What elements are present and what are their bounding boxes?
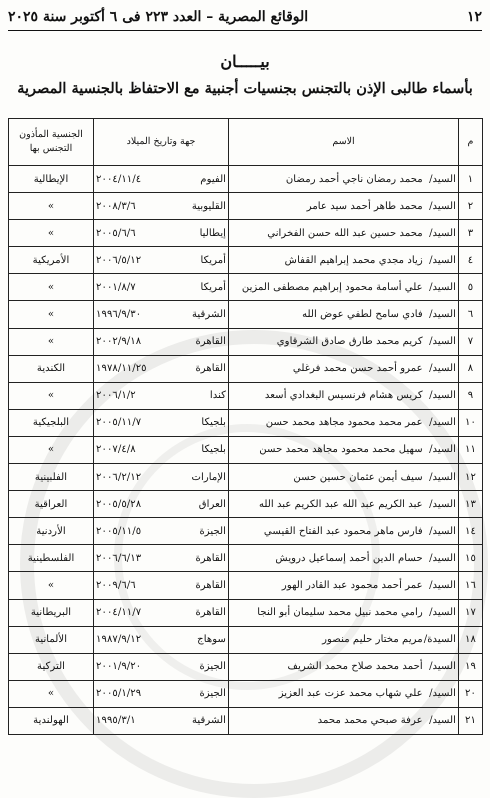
nationality: » — [9, 274, 94, 301]
birth-date: ٢٠٠٥/١١/٥ — [96, 525, 142, 537]
applicant-name-cell — [229, 518, 459, 545]
table-row — [9, 653, 483, 680]
applicant-name: علي أسامة محمود إبراهيم مصطفى المزين — [241, 281, 423, 293]
row-number: ٤ — [459, 247, 483, 274]
applicant-name: زياد مجدي محمد إبراهيم القفاش — [284, 254, 423, 266]
nationality: » — [9, 382, 94, 409]
honorific: السيد/ — [429, 173, 456, 185]
honorific: السيد/ — [429, 281, 456, 293]
document-subtitle: بأسماء طالبى الإذن بالتجنس بجنسيات أجنبية مع الاحتفاظ بالجنسية المصرية — [17, 80, 473, 97]
birth-date: ٢٠٠٦/٥/١٢ — [96, 254, 142, 266]
applicant-name: كريم محمد طارق صادق الشرقاوي — [276, 336, 423, 348]
birth-cell — [94, 680, 229, 707]
birth-place: الجيزة — [199, 688, 226, 700]
honorific: السيد/ — [429, 715, 456, 727]
applicants-table — [8, 118, 483, 735]
birth-date: ١٩٧٨/١١/٢٥ — [96, 363, 147, 375]
row-number: ٥ — [459, 274, 483, 301]
birth-date: ٢٠٠٦/١/٢ — [96, 390, 136, 402]
birth-cell — [94, 545, 229, 572]
column-header-birth: جهة وتاريخ الميلاد — [94, 119, 229, 166]
birth-place: أمريكا — [200, 281, 226, 293]
table-row — [9, 464, 483, 491]
applicant-name: عرفة صبحي محمد محمد — [317, 715, 423, 727]
birth-place: الجيزة — [199, 525, 226, 537]
nationality: الإيطالية — [9, 166, 94, 193]
row-number: ٧ — [459, 328, 483, 355]
row-number: ١ — [459, 166, 483, 193]
nationality: العراقية — [9, 491, 94, 518]
birth-date: ٢٠٠٢/٩/١٨ — [96, 336, 142, 348]
birth-place: الإمارات — [191, 471, 226, 483]
birth-date: ٢٠٠٩/٦/٦ — [96, 579, 136, 591]
table-row — [9, 626, 483, 653]
table-row — [9, 301, 483, 328]
birth-place: القاهرة — [195, 552, 226, 564]
applicant-name-cell — [229, 653, 459, 680]
table-row — [9, 599, 483, 626]
honorific: السيد/ — [429, 444, 456, 456]
birth-place: القليوبية — [191, 200, 226, 212]
birth-cell — [94, 518, 229, 545]
applicant-name: عبد الكريم عبد الله عبد الكريم عبد الله — [258, 498, 423, 510]
applicant-name-cell — [229, 247, 459, 274]
birth-place: العراق — [198, 498, 226, 510]
birth-place: الفيوم — [200, 173, 226, 185]
birth-place: بلجيكا — [201, 444, 226, 456]
birth-cell — [94, 599, 229, 626]
row-number: ١٧ — [459, 599, 483, 626]
table-row — [9, 680, 483, 707]
applicant-name-cell — [229, 599, 459, 626]
birth-date: ٢٠٠٤/١١/٧ — [96, 607, 142, 619]
applicant-name: رامي محمد نبيل محمد سليمان أبو النجا — [257, 607, 423, 619]
birth-place: القاهرة — [195, 363, 226, 375]
applicant-name-cell — [229, 382, 459, 409]
birth-place: سوهاج — [197, 634, 226, 646]
applicant-name-cell — [229, 274, 459, 301]
nationality: التركية — [9, 653, 94, 680]
table-row — [9, 707, 483, 734]
honorific: السيد/ — [429, 471, 456, 483]
row-number: ٢٠ — [459, 680, 483, 707]
birth-cell — [94, 572, 229, 599]
honorific: السيد/ — [429, 498, 456, 510]
table-row — [9, 382, 483, 409]
applicant-name: مريم مختار حليم منصور — [322, 634, 423, 646]
nationality: الأردنية — [9, 518, 94, 545]
applicant-name-cell — [229, 680, 459, 707]
row-number: ٣ — [459, 220, 483, 247]
page-number: ١٢ — [466, 9, 482, 25]
applicant-name-cell — [229, 193, 459, 220]
row-number: ١٣ — [459, 491, 483, 518]
birth-date: ٢٠٠١/٩/٢٠ — [96, 661, 142, 673]
honorific: السيد/ — [429, 227, 456, 239]
birth-date: ٢٠٠٨/٣/٦ — [96, 200, 136, 212]
nationality: البريطانية — [9, 599, 94, 626]
row-number: ١٩ — [459, 653, 483, 680]
table-row — [9, 436, 483, 463]
applicant-name-cell — [229, 707, 459, 734]
honorific: السيدة/ — [423, 634, 456, 646]
applicant-name: أحمد محمد صلاح محمد الشريف — [287, 661, 423, 673]
applicant-name: فادي سامح لطفي عوض الله — [302, 309, 423, 321]
applicant-name: محمد رمضان ناجي أحمد رمضان — [285, 173, 423, 185]
applicant-name: علي شهاب محمد عزت عبد العزيز — [278, 688, 423, 700]
nationality: » — [9, 193, 94, 220]
row-number: ١٢ — [459, 464, 483, 491]
applicant-name-cell — [229, 572, 459, 599]
birth-place: القاهرة — [195, 607, 226, 619]
applicant-name: حسام الدين أحمد إسماعيل درويش — [275, 552, 423, 564]
birth-cell — [94, 220, 229, 247]
honorific: السيد/ — [429, 200, 456, 212]
birth-place: إيطاليا — [199, 227, 226, 239]
applicant-name-cell — [229, 355, 459, 382]
birth-date: ٢٠٠٥/١١/٧ — [96, 417, 142, 429]
birth-cell — [94, 166, 229, 193]
applicant-name: عمرو أحمد حسن محمد فرغلي — [292, 363, 423, 375]
birth-date: ٢٠٠١/٨/٧ — [96, 281, 136, 293]
row-number: ١٠ — [459, 409, 483, 436]
birth-date: ٢٠٠٥/٦/٦ — [96, 227, 136, 239]
table-row — [9, 274, 483, 301]
applicant-name: عمر محمد محمود مجاهد محمد حسن — [265, 417, 423, 429]
row-number: ١١ — [459, 436, 483, 463]
applicant-name: محمد طاهر أحمد سيد عامر — [306, 200, 423, 212]
row-number: ١٦ — [459, 572, 483, 599]
birth-place: الشرقية — [191, 309, 226, 321]
honorific: السيد/ — [429, 336, 456, 348]
nationality: الهولندية — [9, 707, 94, 734]
row-number: ٦ — [459, 301, 483, 328]
honorific: السيد/ — [429, 688, 456, 700]
applicant-name: سيف أيمن عثمان حسين حسن — [293, 471, 423, 483]
birth-date: ١٩٨٧/٩/١٢ — [96, 634, 142, 646]
nationality: » — [9, 680, 94, 707]
nationality: » — [9, 436, 94, 463]
birth-cell — [94, 436, 229, 463]
table-row — [9, 220, 483, 247]
birth-date: ٢٠٠٦/٦/١٣ — [96, 552, 142, 564]
table-row — [9, 409, 483, 436]
row-number: ١٤ — [459, 518, 483, 545]
table-row — [9, 247, 483, 274]
table-row — [9, 491, 483, 518]
birth-place: الشرقية — [191, 715, 226, 727]
honorific: السيد/ — [429, 607, 456, 619]
birth-cell — [94, 355, 229, 382]
header-divider — [8, 30, 482, 31]
birth-cell — [94, 653, 229, 680]
table-row — [9, 355, 483, 382]
birth-place: أمريكا — [200, 254, 226, 266]
birth-cell — [94, 301, 229, 328]
table-row — [9, 545, 483, 572]
table-row — [9, 193, 483, 220]
birth-date: ٢٠٠٥/١/٢٩ — [96, 688, 142, 700]
nationality: الفلسطينية — [9, 545, 94, 572]
nationality: الفلبينية — [9, 464, 94, 491]
honorific: السيد/ — [429, 579, 456, 591]
table-row — [9, 328, 483, 355]
applicant-name: محمد حسين عبد الله حسن الفخراني — [267, 227, 423, 239]
birth-date: ٢٠٠٧/٤/٨ — [96, 444, 136, 456]
table-row — [9, 518, 483, 545]
birth-cell — [94, 626, 229, 653]
birth-date: ٢٠٠٥/٥/٢٨ — [96, 498, 142, 510]
birth-cell — [94, 328, 229, 355]
applicant-name-cell — [229, 491, 459, 518]
nationality: » — [9, 301, 94, 328]
nationality: الألمانية — [9, 626, 94, 653]
table-header-row — [9, 119, 483, 166]
applicant-name-cell — [229, 220, 459, 247]
birth-cell — [94, 274, 229, 301]
honorific: السيد/ — [429, 309, 456, 321]
honorific: السيد/ — [429, 661, 456, 673]
column-header-nationality: الجنسية المأذون التجنس بها — [9, 119, 94, 166]
applicant-name-cell — [229, 464, 459, 491]
column-header-num: م — [459, 119, 483, 166]
birth-cell — [94, 491, 229, 518]
row-number: ٢ — [459, 193, 483, 220]
applicant-name: عمر أحمد محمود عبد القادر الهور — [281, 579, 423, 591]
honorific: السيد/ — [429, 390, 456, 402]
applicant-name-cell — [229, 166, 459, 193]
gazette-issue: الوقائع المصرية – العدد ٢٢٣ فى ٦ أكتوبر سنة ٢٠٢٥ — [8, 9, 309, 25]
applicant-name-cell — [229, 301, 459, 328]
honorific: السيد/ — [429, 417, 456, 429]
applicant-name-cell — [229, 328, 459, 355]
birth-date: ٢٠٠٦/٢/١٢ — [96, 471, 142, 483]
birth-place: كندا — [209, 390, 226, 402]
table-body — [9, 166, 483, 735]
row-number: ٨ — [459, 355, 483, 382]
birth-date: ١٩٩٥/٣/١ — [96, 715, 136, 727]
birth-cell — [94, 464, 229, 491]
birth-cell — [94, 707, 229, 734]
row-number: ١٨ — [459, 626, 483, 653]
page-header — [8, 6, 482, 28]
table-row — [9, 166, 483, 193]
birth-place: القاهرة — [195, 336, 226, 348]
nationality: الأمريكية — [9, 247, 94, 274]
applicant-name-cell — [229, 545, 459, 572]
row-number: ٩ — [459, 382, 483, 409]
birth-place: القاهرة — [195, 579, 226, 591]
document-title: بيـــــان — [220, 52, 270, 71]
honorific: السيد/ — [429, 552, 456, 564]
birth-cell — [94, 409, 229, 436]
applicant-name-cell — [229, 436, 459, 463]
birth-cell — [94, 247, 229, 274]
row-number: ٢١ — [459, 707, 483, 734]
table-row — [9, 572, 483, 599]
applicant-name: كريس هشام فرنسيس البغدادي أسعد — [264, 390, 423, 402]
birth-date: ٢٠٠٤/١١/٤ — [96, 173, 142, 185]
applicant-name: فارس ماهر محمود عبد الفتاح القيسي — [263, 525, 423, 537]
column-header-name: الاسم — [229, 119, 459, 166]
applicant-name: سهيل محمد محمود مجاهد محمد حسن — [259, 444, 423, 456]
applicant-name-cell — [229, 626, 459, 653]
birth-cell — [94, 382, 229, 409]
birth-place: الجيزة — [199, 661, 226, 673]
nationality: الكندية — [9, 355, 94, 382]
honorific: السيد/ — [429, 525, 456, 537]
nationality: » — [9, 572, 94, 599]
applicant-name-cell — [229, 409, 459, 436]
nationality: » — [9, 328, 94, 355]
honorific: السيد/ — [429, 363, 456, 375]
birth-cell — [94, 193, 229, 220]
birth-date: ١٩٩٦/٩/٣٠ — [96, 309, 142, 321]
birth-place: بلجيكا — [201, 417, 226, 429]
honorific: السيد/ — [429, 254, 456, 266]
nationality: البلجيكية — [9, 409, 94, 436]
row-number: ١٥ — [459, 545, 483, 572]
nationality: » — [9, 220, 94, 247]
